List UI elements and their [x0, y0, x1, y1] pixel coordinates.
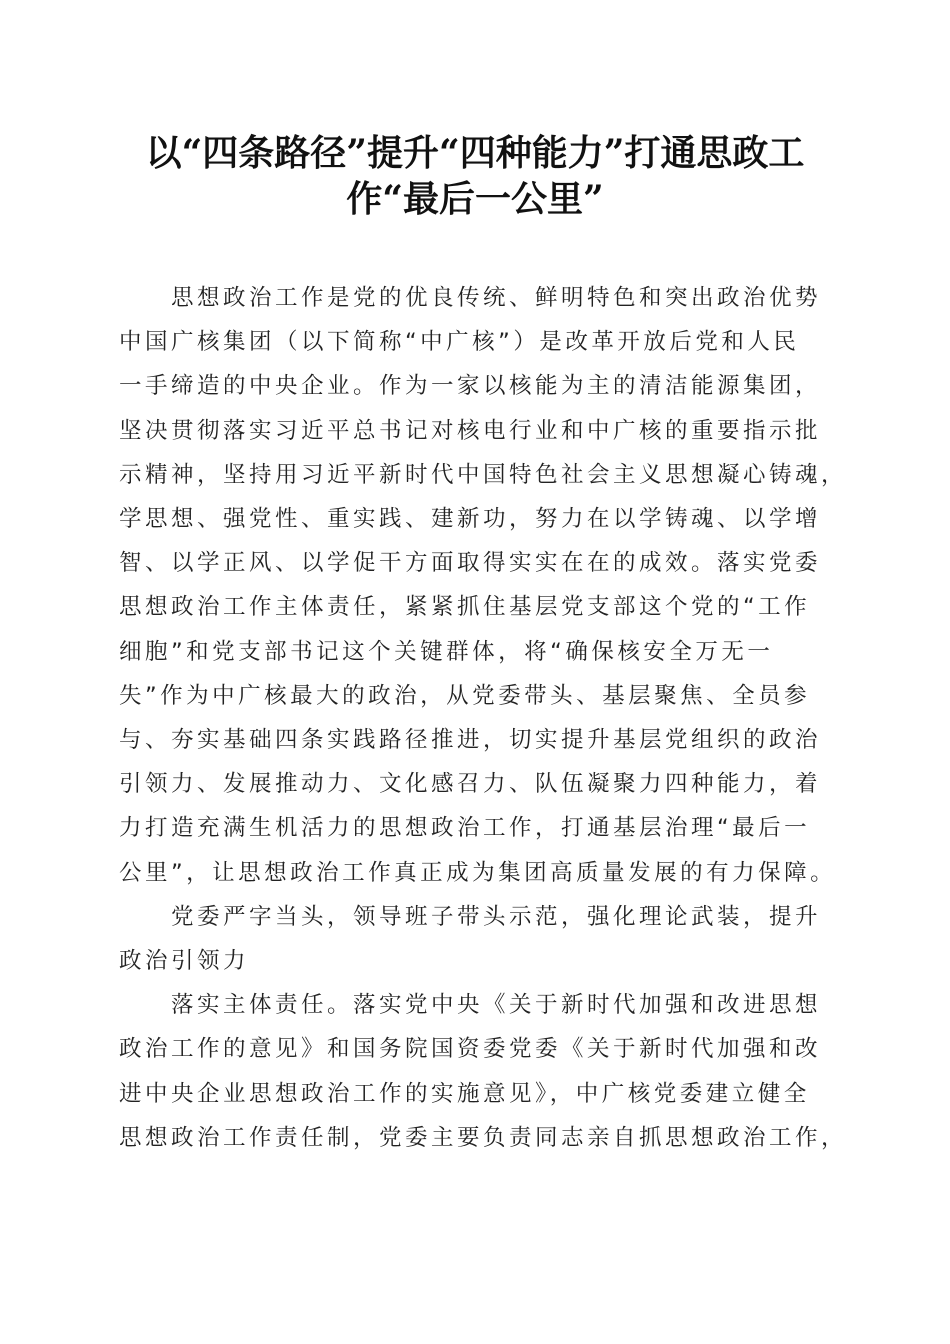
paragraph-line: 坚决贯彻落实习近平总书记对核电行业和中广核的重要指示批 — [119, 417, 822, 444]
paragraph-line: 中国广核集团（以下简称“中广核”）是改革开放后党和人民 — [119, 329, 800, 356]
paragraph-section-heading — [119, 895, 834, 983]
paragraph-line: 党委严字当头，领导班子带头示范，强化理论武装，提升 — [171, 903, 822, 930]
paragraph-line: 公里”，让思想政治工作真正成为集团高质量发展的有力保障。 — [119, 859, 837, 886]
paragraph-intro — [119, 276, 848, 895]
paragraph-line: 进中央企业思想政治工作的实施意见》，中广核党委建立健全 — [119, 1080, 810, 1107]
document-body — [119, 276, 848, 1160]
title-line-1: 以“四条路径”提升“四种能力”打通思政工 — [145, 132, 805, 174]
paragraph-line: 失”作为中广核最大的政治，从党委带头、基层聚焦、全员参 — [119, 682, 811, 709]
paragraph-line: 落实主体责任。落实党中央《关于新时代加强和改进思想 — [171, 992, 822, 1019]
paragraph-line: 与、夯实基础四条实践路径推进，切实提升基层党组织的政治 — [119, 727, 822, 754]
paragraph-line: 智、以学正风、以学促干方面取得实实在在的成效。落实党委 — [119, 550, 822, 577]
paragraph-line: 一手缔造的中央企业。作为一家以核能为主的清洁能源集团， — [119, 373, 822, 400]
paragraph-line: 示精神，坚持用习近平新时代中国特色社会主义思想凝心铸魂， — [119, 461, 848, 488]
paragraph-line: 力打造充满生机活力的思想政治工作，打通基层治理“最后一 — [119, 815, 811, 842]
paragraph-line: 学思想、强党性、重实践、建新功，努力在以学铸魂、以学增 — [119, 506, 822, 533]
paragraph-line: 引领力、发展推动力、文化感召力、队伍凝聚力四种能力，着 — [119, 771, 822, 798]
paragraph-line: 政治引领力 — [119, 948, 250, 975]
paragraph-line: 思想政治工作主体责任，紧紧抓住基层党支部这个党的“工作 — [119, 594, 811, 621]
paragraph-line: 政治工作的意见》和国务院国资委党委《关于新时代加强和改 — [119, 1036, 822, 1063]
paragraph-responsibility — [119, 983, 848, 1160]
paragraph-line: 细胞”和党支部书记这个关键群体，将“确保核安全万无一 — [119, 638, 774, 665]
title-line-2: 作“最后一公里” — [346, 178, 604, 220]
document-title — [100, 130, 850, 222]
paragraph-line: 思想政治工作是党的优良传统、鲜明特色和突出政治优势 — [171, 285, 822, 311]
paragraph-line: 思想政治工作责任制，党委主要负责同志亲自抓思想政治工作， — [119, 1124, 848, 1151]
